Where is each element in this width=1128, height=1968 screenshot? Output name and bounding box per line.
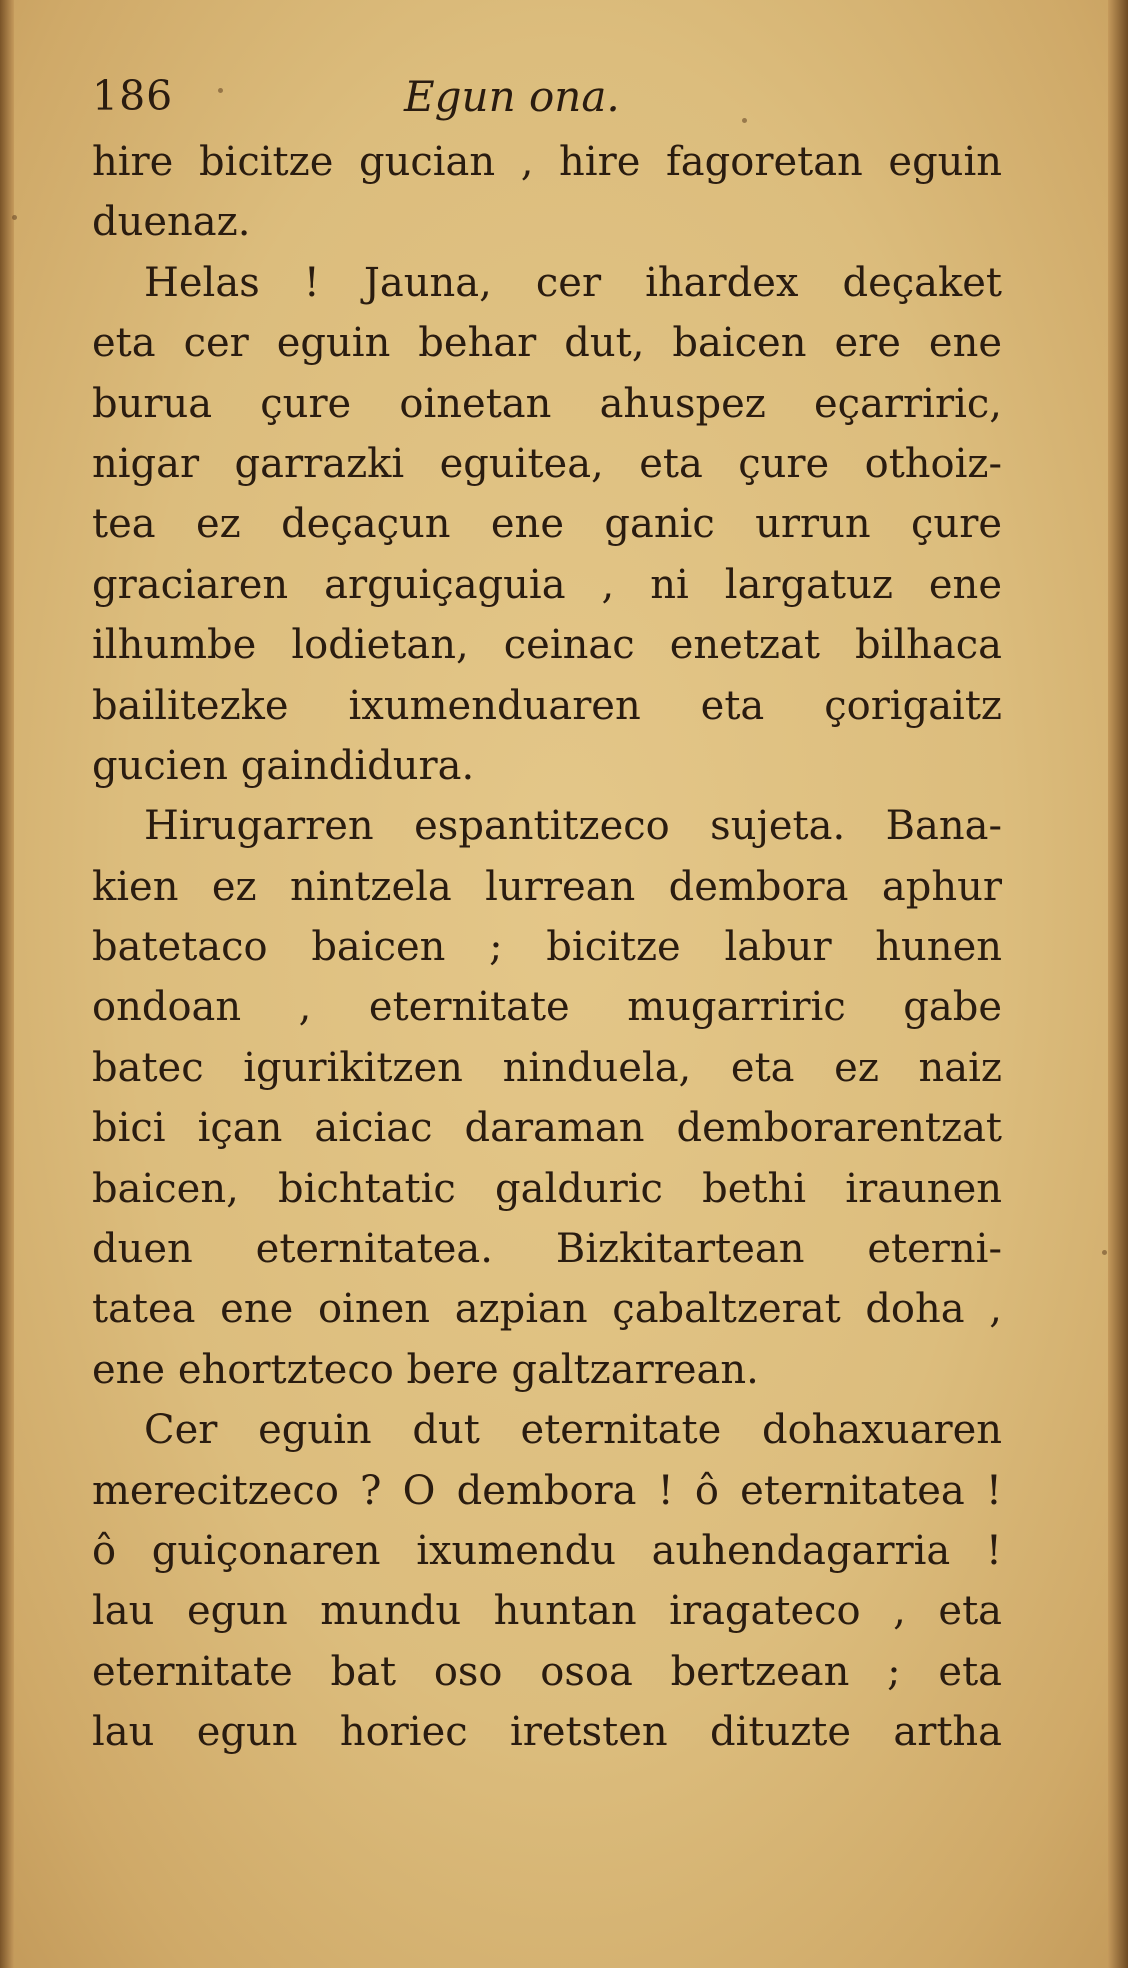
ink-speck (1102, 1250, 1107, 1255)
ink-speck (12, 215, 17, 220)
text-line: Helas ! Jauna, cer ihardex deçaket (144, 259, 1002, 306)
text-line: ilhumbe lodietan, ceinac enetzat bilhaca (92, 622, 1002, 669)
page-edge-right (1108, 0, 1128, 1968)
text-line: kien ez nintzela lurrean dembora aphur (92, 863, 1002, 910)
text-line: duen eternitatea. Bizkitartean eterni- (92, 1226, 1002, 1273)
text-line: batec igurikitzen ninduela, eta ez naiz (92, 1044, 1002, 1091)
text-line: graciaren arguiçaguia , ni largatuz ene (92, 561, 1002, 608)
text-line: lau egun mundu huntan iragateco , eta (92, 1588, 1002, 1635)
page-edge-left (0, 0, 14, 1968)
text-line: bici içan aiciac daraman demborarentzat (92, 1105, 1002, 1152)
text-line: ondoan , eternitate mugarriric gabe (92, 984, 1002, 1031)
text-line: gucien gaindidura. (92, 742, 475, 789)
text-line: duenaz. (92, 199, 251, 246)
ink-speck (218, 88, 223, 93)
text-line: tatea ene oinen azpian çabaltzerat doha , (92, 1286, 1002, 1333)
text-line: eta cer eguin behar dut, baicen ere ene (92, 320, 1002, 367)
text-line: hire bicitze gucian , hire fagoretan eguin (92, 139, 1002, 185)
text-line: nigar garrazki eguitea, eta çure othoiz- (92, 440, 1002, 487)
text-line: tea ez deçaçun ene ganic urrun çure (92, 501, 1002, 548)
text-line: Hirugarren espantitzeco sujeta. Bana- (144, 803, 1002, 850)
text-line: ô guiçonaren ixumendu auhendagarria ! (92, 1527, 1002, 1574)
text-line: eternitate bat oso osoa bertzean ; eta (92, 1648, 1002, 1695)
text-line: bailitezke ixumenduaren eta çorigaitz (92, 682, 1002, 729)
page-header (92, 72, 992, 132)
text-line: ene ehortzteco bere galtzarrean. (92, 1346, 759, 1393)
text-line: lau egun horiec iretsten dituzte artha (92, 1709, 1002, 1756)
text-line: merecitzeco ? O dembora ! ô eternitatea ! (92, 1467, 1002, 1514)
text-line: baicen, bichtatic galduric bethi iraunen (92, 1165, 1002, 1212)
text-line: burua çure oinetan ahuspez eçarriric, (92, 380, 1002, 427)
text-line: batetaco baicen ; bicitze labur hunen (92, 924, 1002, 971)
page-number: 186 (92, 72, 174, 120)
body-text (92, 132, 1002, 1763)
ink-speck (742, 118, 747, 123)
text-line: Cer eguin dut eternitate dohaxuaren (144, 1407, 1002, 1454)
running-title: Egun ona. (404, 72, 620, 121)
